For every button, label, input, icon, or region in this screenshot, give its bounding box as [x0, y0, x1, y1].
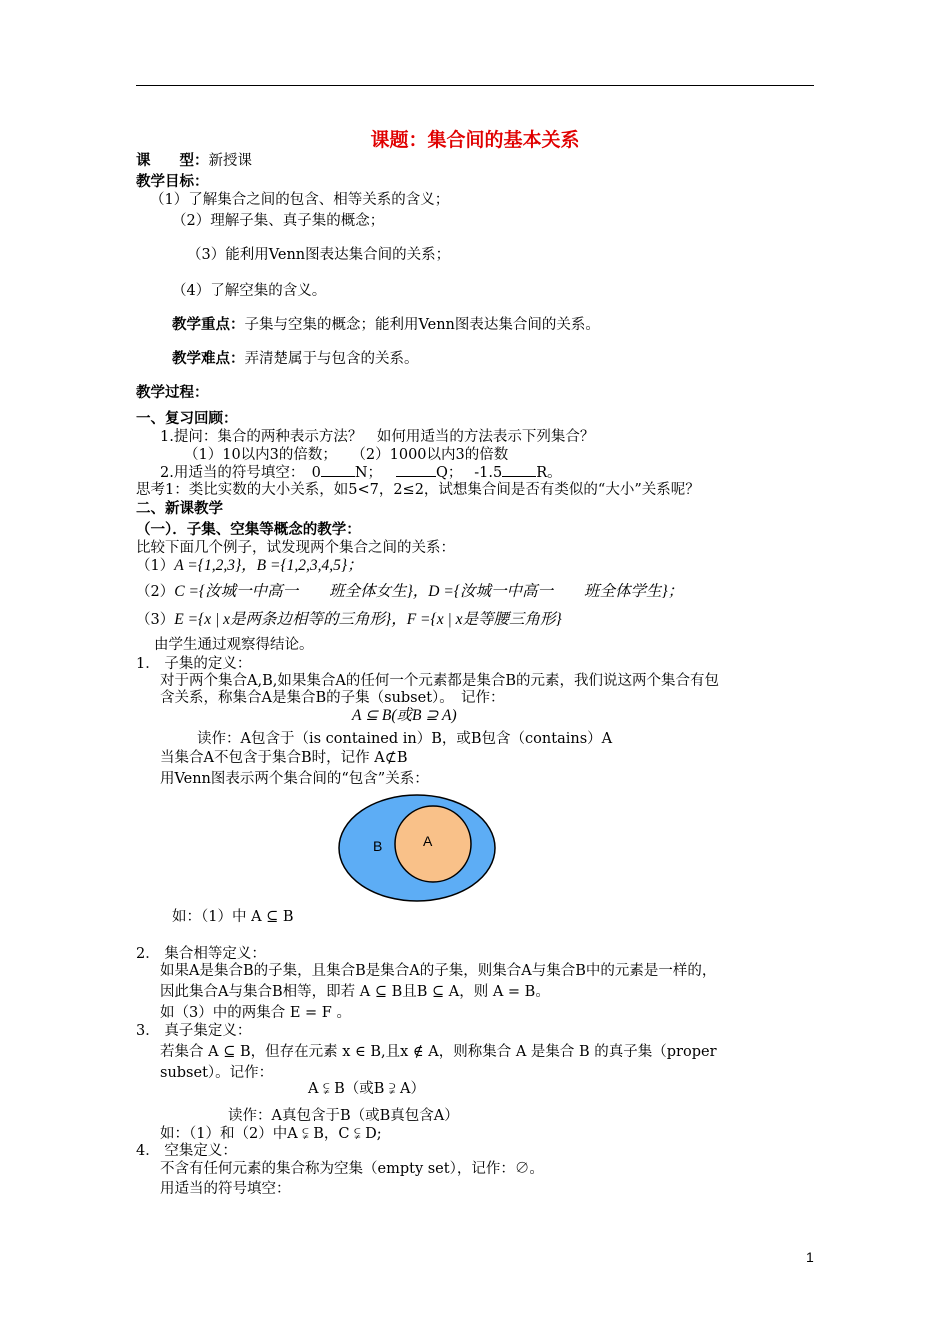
new-lesson-intro: 比较下面几个例子，试发现两个集合之间的关系：	[136, 540, 455, 556]
goal-item: （1）了解集合之间的包含、相等关系的含义；	[150, 192, 450, 208]
goals-heading: 教学目标：	[136, 174, 209, 190]
subset-notation: A ⊆ B(或B ⊇ A)	[352, 707, 457, 724]
empty-heading: 4． 空集定义：	[136, 1143, 237, 1159]
review-think: 思考1：类比实数的大小关系，如5<7，2≤2，试想集合间是否有类似的“大小”关系呢？	[136, 482, 700, 498]
goal-item: （3）能利用Venn图表达集合间的关系；	[187, 247, 451, 263]
subset-text-1: 对于两个集合A,B,如果集合A的任何一个元素都是集合B的元素，我们说这两个集合有包	[160, 673, 719, 689]
proper-heading: 3． 真子集定义：	[136, 1023, 252, 1039]
proper-notation: A ⫋ B（或B ⫌ A）	[308, 1081, 425, 1097]
subset-example: 如：（1）中 A ⊆ B	[172, 909, 294, 925]
difficult-point-label: 教学难点：	[172, 351, 245, 367]
equal-text-1: 如果A是集合B的子集，且集合B是集合A的子集，则集合A与集合B中的元素是一样的，	[160, 963, 717, 979]
review-q2-prefix: 2.用适当的符号填空： 0	[160, 465, 321, 481]
difficult-point	[172, 350, 419, 368]
proper-text-1: 若集合 A ⊆ B，但存在元素 x ∈ B,且x ∉ A，则称集合 A 是集合 B 的真子集（proper	[160, 1044, 717, 1060]
example-2	[136, 583, 683, 601]
venn-intro: 用Venn图表示两个集合间的“包含”关系：	[160, 771, 429, 787]
review-q2-q: Q； -1.5	[436, 465, 503, 481]
proper-text-2: subset）。记作：	[160, 1065, 274, 1081]
page-number: 1	[806, 1249, 814, 1265]
key-point	[172, 316, 600, 334]
course-type-value: 新授课	[208, 153, 252, 169]
review-q1: 1.提问：集合的两种表示方法？ 如何用适当的方法表示下列集合？	[160, 429, 595, 445]
subset-heading: 1． 子集的定义：	[136, 656, 252, 672]
blank	[321, 476, 355, 477]
example-number: （1）	[136, 558, 175, 574]
goal-item: （4）了解空集的含义。	[172, 283, 327, 299]
page-title: 课题：集合间的基本关系	[370, 129, 580, 151]
review-q2	[160, 464, 562, 482]
review-q2-n: N；	[354, 465, 382, 481]
subset-read: 读作：A包含于（is contained in）B，或B包含（contains）A	[197, 731, 613, 747]
course-type-label: 课 型：	[136, 153, 209, 169]
course-type	[136, 152, 252, 170]
key-point-text: 子集与空集的概念；能利用Venn图表达集合间的关系。	[244, 317, 600, 333]
review-q1-items: （1）10以内3的倍数； （2）1000以内3的倍数	[184, 447, 509, 463]
new-lesson-subheading: （一）．子集、空集等概念的教学：	[136, 522, 361, 538]
venn-label-a: A	[423, 833, 433, 849]
header-rule	[136, 85, 814, 86]
equal-example: 如（3）中的两集合 E = F 。	[160, 1005, 351, 1021]
example-number: （3）	[136, 612, 175, 628]
review-heading: 一、复习回顾：	[136, 411, 238, 427]
venn-diagram	[336, 792, 498, 904]
equal-text-2: 因此集合A与集合B相等，即若 A ⊆ B且B ⊆ A，则 A = B。	[160, 984, 550, 1000]
new-lesson-heading: 二、新课教学	[136, 501, 223, 517]
example-3	[136, 611, 562, 629]
example-number: （2）	[136, 584, 175, 600]
not-contained: 当集合A不包含于集合B时，记作 A⊄B	[160, 750, 408, 766]
blank	[502, 476, 536, 477]
review-q2-r: R。	[536, 465, 562, 481]
empty-text-2: 用适当的符号填空：	[160, 1181, 291, 1197]
example-1	[136, 557, 363, 575]
goal-item: （2）理解子集、真子集的概念；	[172, 213, 385, 229]
venn-set-a	[395, 806, 471, 882]
conclusion: 由学生通过观察得结论。	[154, 637, 314, 653]
example-text: E ={x | x是两条边相等的三角形}，F ={x | x是等腰三角形}	[174, 611, 562, 628]
blank	[396, 476, 436, 477]
empty-text-1: 不含有任何元素的集合称为空集（empty set），记作：∅。	[160, 1161, 544, 1177]
subset-text-2: 含关系，称集合A是集合B的子集（subset）。 记作：	[160, 690, 505, 706]
example-text: C ={汝城一中高一 班全体女生}，D ={汝城一中高一 班全体学生}；	[174, 583, 684, 600]
venn-label-b: B	[373, 838, 383, 854]
key-point-label: 教学重点：	[172, 317, 245, 333]
example-text: A ={1,2,3}，B ={1,2,3,4,5}；	[174, 557, 363, 574]
difficult-point-text: 弄清楚属于与包含的关系。	[244, 351, 419, 367]
proper-read: 读作：A真包含于B（或B真包含A）	[228, 1108, 459, 1124]
proper-example: 如：（1）和（2）中A ⫋ B，C ⫋ D;	[160, 1126, 382, 1142]
equal-heading: 2． 集合相等定义：	[136, 946, 266, 962]
process-heading: 教学过程：	[136, 385, 209, 401]
